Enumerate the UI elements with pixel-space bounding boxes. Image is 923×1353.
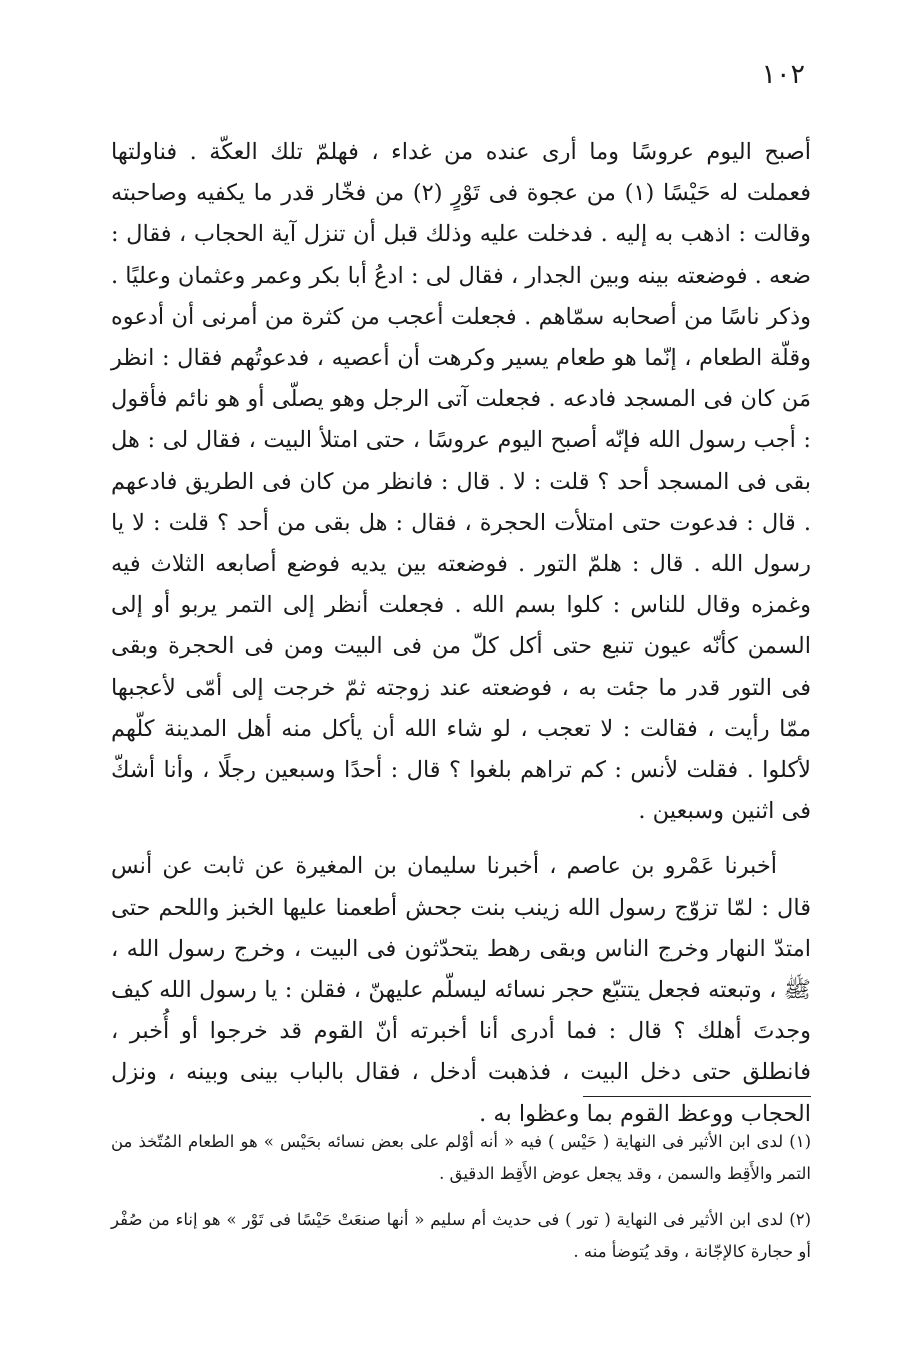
footnote-divider — [583, 1096, 811, 1097]
main-text — [111, 132, 811, 1135]
paragraph-2: أخبرنا عَمْرو بن عاصم ، أخبرنا سليمان بن المغيرة عن ثابت عن أنس قال : لمّا تزوّج رسول الله زينب بنت جحش أطعمنا عليها الخبز واللحم حتى امتدّ النهار وخرج الناس وبقى رهط يتحدّثون فى البيت ، وخرج رسول الله ، ﷺ ، وتبعته فجعل يتتبّع حجر نسائه ليسلّم عليهنّ ، فقلن : يا رسول الله كيف وجدتَ أهلك ؟ قال : فما أدرى أنا أخبرته أنّ القوم قد خرجوا أو أُخبر ، فانطلق حتى دخل البيت ، فذهبت أدخل ، فقال بالباب بينى وبينه ، ونزل الحجاب ووعظ القوم بما وعظوا به . — [111, 853, 811, 1127]
footnotes — [111, 1126, 811, 1282]
page-number: ١٠٢ — [761, 59, 805, 90]
footnote-1: (١) لدى ابن الأثير فى النهاية ( حَيْس ) فيه « أنه أوْلم على بعض نسائه بحَيْس » هو الطعام المُتّخذ من التمر والأَقِط والسمن ، وقد يجعل عوض الأَقِط الدقيق . — [111, 1132, 811, 1183]
paragraph-1: أصبح اليوم عروسًا وما أرى عنده من غداء ، فهلمّ تلك العكّة . فناولتها فعملت له حَيْسًا (١) من عجوة فى تَوْرٍ (٢) من فخّار قدر ما يكفيه وصاحبته وقالت : اذهب به إليه . فدخلت عليه وذلك قبل أن تنزل آية الحجاب ، فقال : ضعه . فوضعته بينه وبين الجدار ، فقال لى : ادعُ أبا بكر وعمر وعثمان وعليًا . وذكر ناسًا من أصحابه سمّاهم . فجعلت أعجب من كثرة من أمرنى أن أدعوه وقلّة الطعام ، إنّما هو طعام يسير وكرهت أن أعصيه ، فدعوتُهم فقال : انظر مَن كان فى المسجد فادعه . فجعلت آتى الرجل وهو يصلّى أو هو نائم فأقول : أجب رسول الله فإنّه أصبح اليوم عروسًا ، حتى امتلأ البيت ، فقال لى : هل بقى فى المسجد أحد ؟ قلت : لا . قال : فانظر من كان فى الطريق فادعهم . قال : فدعوت حتى امتلأت الحجرة ، فقال : هل بقى من أحد ؟ قلت : لا يا رسول الله . قال : هلمّ التور . فوضعته بين يديه فوضع أصابعه الثلاث فيه وغمزه وقال للناس : كلوا بسم الله . فجعلت أنظر إلى التمر يربو أو إلى السمن كأنّه عيون تنبع حتى أكل كلّ من فى البيت ومن فى الحجرة وبقى فى التور قدر ما جئت به ، فوضعته عند زوجته ثمّ خرجت إلى أمّى لأعجبها ممّا رأيت ، فقالت : لا تعجب ، لو شاء الله أن يأكل منه أهل المدينة كلّهم لأكلوا . فقلت لأنس : كم تراهم بلغوا ؟ قال : أحدًا وسبعين رجلًا ، وأنا أشكّ فى اثنين وسبعين . — [111, 139, 811, 825]
footnote-2: (٢) لدى ابن الأثير فى النهاية ( تور ) فى حديث أم سليم « أنها صنعَتْ حَيْسًا فى تَوْر » هو إناء من صُفْر أو حجارة كالإجّانة ، وقد يُتوضأ منه . — [111, 1210, 811, 1261]
